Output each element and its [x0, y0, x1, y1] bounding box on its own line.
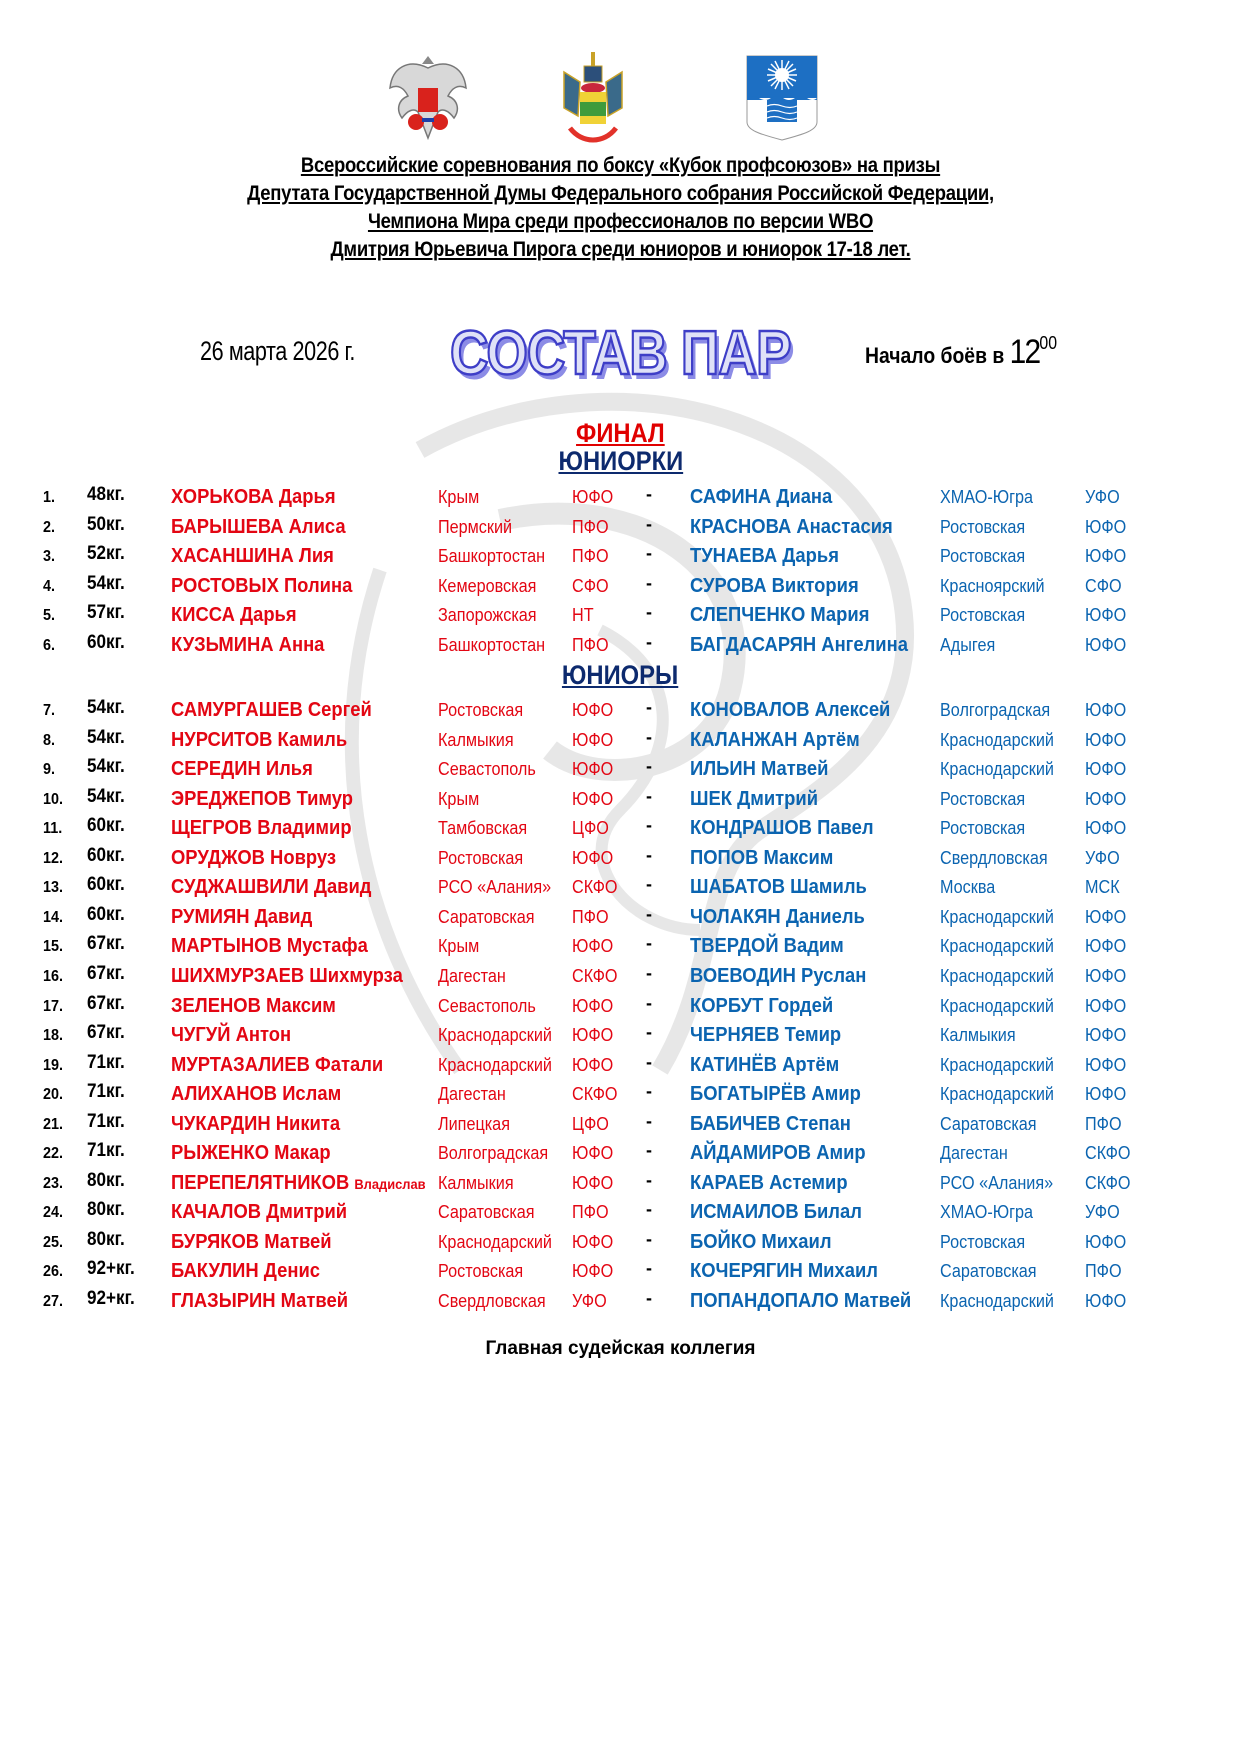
red-corner-region: Ростовская	[438, 1261, 524, 1282]
blue-corner-boxer: ПОПОВ Максим	[690, 846, 834, 869]
red-corner-region: Севастополь	[438, 995, 536, 1016]
red-corner-region: Ростовская	[438, 700, 524, 720]
red-corner-region: Пермский	[438, 516, 513, 537]
bout-number: 12.	[43, 849, 64, 867]
blue-corner-boxer: ЧОЛАКЯН Даниель	[690, 905, 865, 928]
blue-corner-district: МСК	[1085, 877, 1120, 898]
blue-corner-region: Краснодарский	[940, 1084, 1054, 1105]
bout-number: 11.	[43, 820, 63, 838]
table-row	[0, 756, 1241, 785]
versus-dash: -	[646, 602, 652, 623]
bout-number: 8.	[43, 731, 56, 749]
table-row	[0, 993, 1241, 1022]
blue-corner-boxer: ВОЕВОДИН Руслан	[690, 964, 867, 987]
versus-dash: -	[646, 572, 652, 593]
table-row	[0, 514, 1241, 543]
start-hour: 12	[1009, 333, 1040, 371]
weight-class: 60кг.	[87, 874, 125, 896]
red-corner-boxer: РОСТОВЫХ Полина	[171, 574, 353, 597]
blue-corner-region: Адыгея	[940, 635, 996, 655]
red-corner-surname: ПЕРЕПЕЛЯТНИКОВ	[171, 1171, 350, 1194]
red-corner-district: УФО	[572, 1291, 607, 1311]
title-line-3: Чемпиона Мира среди профессионалов по версии WBO	[367, 210, 874, 233]
blue-corner-region: Краснодарский	[940, 1291, 1054, 1311]
red-corner-boxer: НУРСИТОВ Камиль	[171, 728, 348, 751]
bout-number: 19.	[43, 1056, 64, 1074]
red-corner-boxer: ХОРЬКОВА Дарья	[171, 486, 336, 508]
blue-corner-district: ЮФО	[1085, 995, 1127, 1016]
section-girls-heading	[0, 446, 1241, 477]
weight-class: 67кг.	[87, 1022, 125, 1044]
red-corner-district: ЦФО	[572, 818, 609, 839]
bout-number: 7.	[43, 702, 56, 719]
blue-corner-region: Саратовская	[940, 1261, 1037, 1282]
red-corner-region: Краснодарский	[438, 1231, 552, 1252]
red-corner-boxer	[171, 1172, 426, 1195]
blue-corner-region: Краснодарский	[940, 729, 1054, 750]
weight-class: 52кг.	[87, 543, 125, 565]
versus-dash: -	[646, 1081, 652, 1102]
red-corner-district: ПФО	[572, 546, 609, 567]
blue-corner-region: Краснодарский	[940, 936, 1054, 957]
bout-number: 3.	[43, 548, 56, 566]
red-corner-district: ЮФО	[572, 487, 614, 507]
blue-corner-boxer: КОНОВАЛОВ Алексей	[690, 699, 891, 721]
weight-class: 71кг.	[87, 1081, 125, 1103]
versus-dash: -	[646, 484, 652, 504]
blue-corner-district: ПФО	[1085, 1113, 1122, 1134]
versus-dash: -	[646, 992, 652, 1013]
final-label: ФИНАЛ	[576, 418, 665, 448]
girls-label: ЮНИОРКИ	[558, 446, 683, 476]
versus-dash: -	[646, 1110, 652, 1131]
weight-class: 92+кг.	[87, 1258, 135, 1280]
table-row	[0, 1022, 1241, 1051]
table-row	[0, 933, 1241, 962]
bout-number: 9.	[43, 761, 56, 779]
table-row	[0, 602, 1241, 631]
blue-corner-region: ХМАО-Югра	[940, 487, 1034, 507]
blue-corner-district: ЮФО	[1085, 906, 1127, 927]
weight-class: 92+кг.	[87, 1288, 135, 1309]
blue-corner-region: Ростовская	[940, 516, 1026, 537]
bout-number: 21.	[43, 1115, 64, 1133]
red-corner-boxer: СЕРЕДИН Илья	[171, 758, 313, 781]
red-corner-district: ПФО	[572, 906, 609, 927]
red-corner-boxer: РУМИЯН Давид	[171, 905, 313, 928]
blue-corner-district: ЮФО	[1085, 1054, 1127, 1075]
blue-corner-region: Москва	[940, 877, 996, 898]
table-row	[0, 573, 1241, 602]
red-corner-district: ЮФО	[572, 995, 614, 1016]
versus-dash: -	[646, 844, 652, 865]
blue-corner-region: Краснодарский	[940, 759, 1054, 780]
blue-corner-district: ЮФО	[1085, 965, 1127, 986]
blue-corner-district: ЮФО	[1085, 729, 1127, 750]
weight-class: 57кг.	[87, 602, 125, 624]
red-corner-region: Калмыкия	[438, 729, 514, 750]
bout-number: 26.	[43, 1263, 64, 1281]
chief-referee-board: Главная судейская коллегия	[485, 1338, 756, 1359]
versus-dash: -	[646, 962, 652, 983]
blue-corner-region: Краснодарский	[940, 1054, 1054, 1075]
blue-corner-boxer: ПОПАНДОПАЛО Матвей	[690, 1290, 912, 1312]
blue-corner-boxer: ШЕК Дмитрий	[690, 787, 819, 810]
blue-corner-district: УФО	[1085, 487, 1120, 507]
blue-corner-district: ЮФО	[1085, 1025, 1127, 1046]
weight-class: 54кг.	[87, 726, 125, 748]
red-corner-district: ПФО	[572, 635, 609, 655]
competition-title	[0, 152, 1241, 264]
versus-dash: -	[646, 1288, 652, 1308]
blue-corner-boxer: КАТИНЁВ Артём	[690, 1053, 840, 1076]
weight-class: 60кг.	[87, 632, 125, 653]
bout-number: 5.	[43, 607, 56, 625]
weight-class: 71кг.	[87, 1140, 125, 1162]
red-corner-region: Башкортостан	[438, 635, 546, 655]
bout-number: 23.	[43, 1174, 64, 1192]
blue-corner-region: Красноярский	[940, 575, 1045, 596]
blue-corner-district: ЮФО	[1085, 759, 1127, 780]
red-corner-district: ЮФО	[572, 1054, 614, 1075]
event-date: 26 марта 2026 г.	[200, 336, 355, 366]
red-corner-boxer: МАРТЫНОВ Мустафа	[171, 935, 368, 958]
blue-corner-district: ПФО	[1085, 1261, 1122, 1282]
versus-dash: -	[646, 815, 652, 836]
red-corner-district: ЮФО	[572, 1025, 614, 1046]
weight-class: 50кг.	[87, 513, 125, 535]
red-corner-boxer: ГЛАЗЫРИН Матвей	[171, 1290, 349, 1312]
red-corner-boxer: САМУРГАШЕВ Сергей	[171, 699, 372, 721]
red-corner-boxer: ШИХМУРЗАЕВ Шихмурза	[171, 964, 403, 987]
red-corner-boxer: РЫЖЕНКО Макар	[171, 1142, 331, 1165]
blue-corner-region: Краснодарский	[940, 965, 1054, 986]
blue-corner-boxer: ИСМАИЛОВ Билал	[690, 1201, 862, 1224]
red-corner-boxer: ЭРЕДЖЕПОВ Тимур	[171, 787, 354, 810]
red-corner-region: Свердловская	[438, 1291, 546, 1311]
weight-class: 54кг.	[87, 756, 125, 778]
table-row	[0, 963, 1241, 992]
bout-number: 22.	[43, 1145, 64, 1163]
table-row	[0, 697, 1241, 726]
red-corner-district: ЮФО	[572, 847, 614, 868]
bout-number: 2.	[43, 518, 56, 536]
weight-class: 54кг.	[87, 785, 125, 807]
blue-corner-district: СФО	[1085, 575, 1122, 596]
blue-corner-district: СКФО	[1085, 1172, 1131, 1193]
red-corner-region: Крым	[438, 788, 480, 809]
red-corner-region: Краснодарский	[438, 1054, 552, 1075]
red-corner-boxer: ЗЕЛЕНОВ Максим	[171, 994, 336, 1017]
versus-dash: -	[646, 697, 652, 717]
red-corner-region: Калмыкия	[438, 1172, 514, 1193]
blue-corner-region: РСО «Алания»	[940, 1172, 1054, 1193]
red-corner-district: ЮФО	[572, 1261, 614, 1282]
blue-corner-region: Ростовская	[940, 546, 1026, 567]
blue-corner-district: ЮФО	[1085, 516, 1127, 537]
versus-dash: -	[646, 513, 652, 534]
blue-corner-boxer: АЙДАМИРОВ Амир	[690, 1142, 866, 1165]
red-corner-boxer: КАЧАЛОВ Дмитрий	[171, 1201, 348, 1224]
blue-corner-boxer: ЧЕРНЯЕВ Темир	[690, 1024, 842, 1047]
blue-corner-region: Саратовская	[940, 1113, 1037, 1134]
red-corner-region: Саратовская	[438, 906, 535, 927]
red-corner-region: Волгоградская	[438, 1143, 549, 1164]
versus-dash: -	[646, 1140, 652, 1161]
red-corner-boxer: КИССА Дарья	[171, 604, 297, 627]
red-corner-district: ПФО	[572, 516, 609, 537]
start-minutes: 00	[1039, 333, 1058, 353]
blue-corner-region: Свердловская	[940, 847, 1048, 868]
red-corner-district: СКФО	[572, 1084, 618, 1105]
bout-number: 4.	[43, 577, 56, 595]
blue-corner-region: Волгоградская	[940, 700, 1051, 720]
weight-class: 60кг.	[87, 815, 125, 837]
blue-corner-district: ЮФО	[1085, 605, 1127, 626]
bout-number: 15.	[43, 938, 64, 956]
bout-number: 10.	[43, 790, 64, 808]
red-corner-region: Тамбовская	[438, 818, 528, 839]
start-time	[865, 333, 1057, 372]
krasnodar-krai-coat-of-arms-icon	[560, 52, 626, 144]
blue-corner-boxer: ШАБАТОВ Шамиль	[690, 876, 867, 899]
blue-corner-district: ЮФО	[1085, 1231, 1127, 1252]
weight-class: 80кг.	[87, 1199, 125, 1221]
red-corner-boxer: ЧУГУЙ Антон	[171, 1024, 292, 1047]
versus-dash: -	[646, 1051, 652, 1072]
red-corner-boxer: АЛИХАНОВ Ислам	[171, 1083, 342, 1106]
blue-corner-boxer: ТВЕРДОЙ Вадим	[690, 935, 844, 958]
table-row	[0, 632, 1241, 661]
versus-dash: -	[646, 785, 652, 806]
table-row	[0, 1288, 1241, 1317]
red-corner-boxer: БАКУЛИН Денис	[171, 1260, 321, 1283]
table-row	[0, 1258, 1241, 1287]
section-boys-heading	[0, 660, 1241, 691]
versus-dash: -	[646, 933, 652, 954]
blue-corner-district: ЮФО	[1085, 700, 1127, 720]
red-corner-region: РСО «Алания»	[438, 877, 552, 898]
red-corner-region: Дагестан	[438, 965, 506, 986]
boys-label: ЮНИОРЫ	[562, 660, 679, 690]
blue-corner-region: ХМАО-Югра	[940, 1202, 1034, 1223]
red-corner-boxer: СУДЖАШВИЛИ Давид	[171, 876, 372, 899]
red-corner-boxer: ОРУДЖОВ Новруз	[171, 846, 337, 869]
weight-class: 54кг.	[87, 572, 125, 594]
table-row	[0, 1170, 1241, 1199]
weight-class: 54кг.	[87, 697, 125, 718]
blue-corner-boxer: БАБИЧЕВ Степан	[690, 1112, 851, 1135]
blue-corner-region: Ростовская	[940, 1231, 1026, 1252]
bout-number: 27.	[43, 1293, 64, 1310]
blue-corner-boxer: КРАСНОВА Анастасия	[690, 515, 893, 538]
blue-corner-district: ЮФО	[1085, 1084, 1127, 1105]
red-corner-region: Липецкая	[438, 1113, 510, 1134]
red-corner-district: СКФО	[572, 965, 618, 986]
gelendzhik-coat-of-arms-icon	[745, 54, 819, 144]
blue-corner-district: ЮФО	[1085, 818, 1127, 839]
table-row	[0, 845, 1241, 874]
blue-corner-boxer: КОЧЕРЯГИН Михаил	[690, 1260, 878, 1283]
table-row	[0, 727, 1241, 756]
weight-class: 80кг.	[87, 1169, 125, 1191]
versus-dash: -	[646, 903, 652, 924]
bout-number: 24.	[43, 1204, 64, 1222]
bout-number: 16.	[43, 967, 64, 985]
table-row	[0, 815, 1241, 844]
red-corner-district: ПФО	[572, 1202, 609, 1223]
weight-class: 71кг.	[87, 1110, 125, 1132]
red-corner-region: Дагестан	[438, 1084, 506, 1105]
blue-corner-region: Ростовская	[940, 605, 1026, 626]
red-corner-district: ЮФО	[572, 700, 614, 720]
bout-number: 1.	[43, 489, 56, 506]
red-corner-boxer: БУРЯКОВ Матвей	[171, 1230, 332, 1253]
red-corner-district: ЦФО	[572, 1113, 609, 1134]
blue-corner-district: ЮФО	[1085, 546, 1127, 567]
table-row	[0, 484, 1241, 513]
red-corner-district: ЮФО	[572, 759, 614, 780]
red-corner-district: ЮФО	[572, 1231, 614, 1252]
page-title: СОСТАВ ПАР	[450, 319, 791, 388]
blue-corner-district: ЮФО	[1085, 635, 1127, 655]
weight-class: 71кг.	[87, 1051, 125, 1073]
blue-corner-boxer: КАРАЕВ Астемир	[690, 1171, 848, 1194]
red-corner-district: СКФО	[572, 877, 618, 898]
red-corner-district: СФО	[572, 575, 609, 596]
red-corner-region: Севастополь	[438, 759, 536, 780]
blue-corner-district: УФО	[1085, 847, 1120, 868]
red-corner-boxer: КУЗЬМИНА Анна	[171, 634, 325, 656]
bout-number: 6.	[43, 637, 56, 654]
double-headed-eagle-emblem-icon	[388, 48, 468, 144]
blue-corner-boxer: СЛЕПЧЕНКО Мария	[690, 604, 870, 627]
versus-dash: -	[646, 1169, 652, 1190]
red-corner-district: ЮФО	[572, 788, 614, 809]
weight-class: 67кг.	[87, 962, 125, 984]
blue-corner-boxer: СУРОВА Виктория	[690, 574, 859, 597]
bout-number: 20.	[43, 1086, 64, 1104]
weight-class: 67кг.	[87, 933, 125, 955]
red-corner-region: Крым	[438, 936, 480, 957]
weight-class: 67кг.	[87, 992, 125, 1014]
emblems-row	[0, 48, 1241, 148]
bout-number: 17.	[43, 997, 64, 1015]
blue-corner-boxer: БОГАТЫРЁВ Амир	[690, 1083, 861, 1106]
blue-corner-boxer: САФИНА Диана	[690, 486, 833, 508]
blue-corner-region: Краснодарский	[940, 995, 1054, 1016]
blue-corner-district: УФО	[1085, 1202, 1120, 1223]
title-line-2: Депутата Государственной Думы Федерального собрания Российской Федерации,	[247, 182, 994, 205]
blue-corner-region: Ростовская	[940, 788, 1026, 809]
blue-corner-boxer: БОЙКО Михаил	[690, 1230, 832, 1253]
blue-corner-boxer: КАЛАНЖАН Артём	[690, 728, 860, 751]
red-corner-district: ЮФО	[572, 1172, 614, 1193]
red-corner-boxer: БАРЫШЕВА Алиса	[171, 515, 346, 538]
versus-dash: -	[646, 1258, 652, 1279]
red-corner-region: Кемеровская	[438, 575, 537, 596]
table-row	[0, 786, 1241, 815]
blue-corner-boxer: КОРБУТ Гордей	[690, 994, 834, 1017]
versus-dash: -	[646, 1199, 652, 1220]
blue-corner-boxer: КОНДРАШОВ Павел	[690, 817, 874, 840]
bout-number: 14.	[43, 908, 64, 926]
red-corner-district: ЮФО	[572, 936, 614, 957]
blue-corner-boxer: БАГДАСАРЯН Ангелина	[690, 634, 908, 656]
blue-corner-district: ЮФО	[1085, 936, 1127, 957]
versus-dash: -	[646, 756, 652, 777]
weight-class: 60кг.	[87, 844, 125, 866]
bout-number: 25.	[43, 1233, 64, 1251]
blue-corner-district: ЮФО	[1085, 788, 1127, 809]
red-corner-boxer: МУРТАЗАЛИЕВ Фатали	[171, 1053, 384, 1076]
title-line-4: Дмитрия Юрьевича Пирога среди юниоров и юниорок 17-18 лет.	[330, 238, 911, 261]
versus-dash: -	[646, 726, 652, 747]
versus-dash: -	[646, 1022, 652, 1043]
versus-dash: -	[646, 543, 652, 564]
title-line-1: Всероссийские соревнования по боксу «Кубок профсоюзов» на призы	[300, 154, 941, 177]
table-row	[0, 1140, 1241, 1169]
blue-corner-region: Ростовская	[940, 818, 1026, 839]
red-corner-region: Ростовская	[438, 847, 524, 868]
table-row	[0, 904, 1241, 933]
table-row	[0, 1229, 1241, 1258]
blue-corner-boxer: ТУНАЕВА Дарья	[690, 545, 839, 568]
red-corner-region: Саратовская	[438, 1202, 535, 1223]
bout-number: 13.	[43, 879, 64, 897]
red-corner-district: НТ	[572, 605, 594, 626]
red-corner-firstname: Владислав	[354, 1175, 426, 1192]
red-corner-region: Краснодарский	[438, 1025, 552, 1046]
red-corner-district: ЮФО	[572, 1143, 614, 1164]
table-row	[0, 1052, 1241, 1081]
weight-class: 60кг.	[87, 903, 125, 925]
blue-corner-region: Краснодарский	[940, 906, 1054, 927]
versus-dash: -	[646, 1228, 652, 1249]
weight-class: 80кг.	[87, 1228, 125, 1250]
blue-corner-boxer: ИЛЬИН Матвей	[690, 758, 829, 781]
table-row	[0, 1111, 1241, 1140]
versus-dash: -	[646, 874, 652, 895]
blue-corner-district: ЮФО	[1085, 1291, 1127, 1311]
table-row	[0, 543, 1241, 572]
red-corner-region: Башкортостан	[438, 546, 546, 567]
table-row	[0, 1199, 1241, 1228]
table-row	[0, 1081, 1241, 1110]
table-row	[0, 874, 1241, 903]
red-corner-region: Крым	[438, 487, 480, 507]
red-corner-region: Запорожская	[438, 605, 537, 626]
versus-dash: -	[646, 632, 652, 652]
weight-class: 48кг.	[87, 484, 125, 505]
blue-corner-district: СКФО	[1085, 1143, 1131, 1164]
red-corner-boxer: ХАСАНШИНА Лия	[171, 545, 334, 568]
blue-corner-region: Дагестан	[940, 1143, 1008, 1164]
red-corner-district: ЮФО	[572, 729, 614, 750]
bout-number: 18.	[43, 1027, 64, 1045]
blue-corner-region: Калмыкия	[940, 1025, 1016, 1046]
red-corner-boxer: ЩЕГРОВ Владимир	[171, 817, 352, 840]
start-label: Начало боёв в	[865, 343, 1005, 368]
red-corner-boxer: ЧУКАРДИН Никита	[171, 1112, 341, 1135]
section-final-heading	[0, 418, 1241, 449]
